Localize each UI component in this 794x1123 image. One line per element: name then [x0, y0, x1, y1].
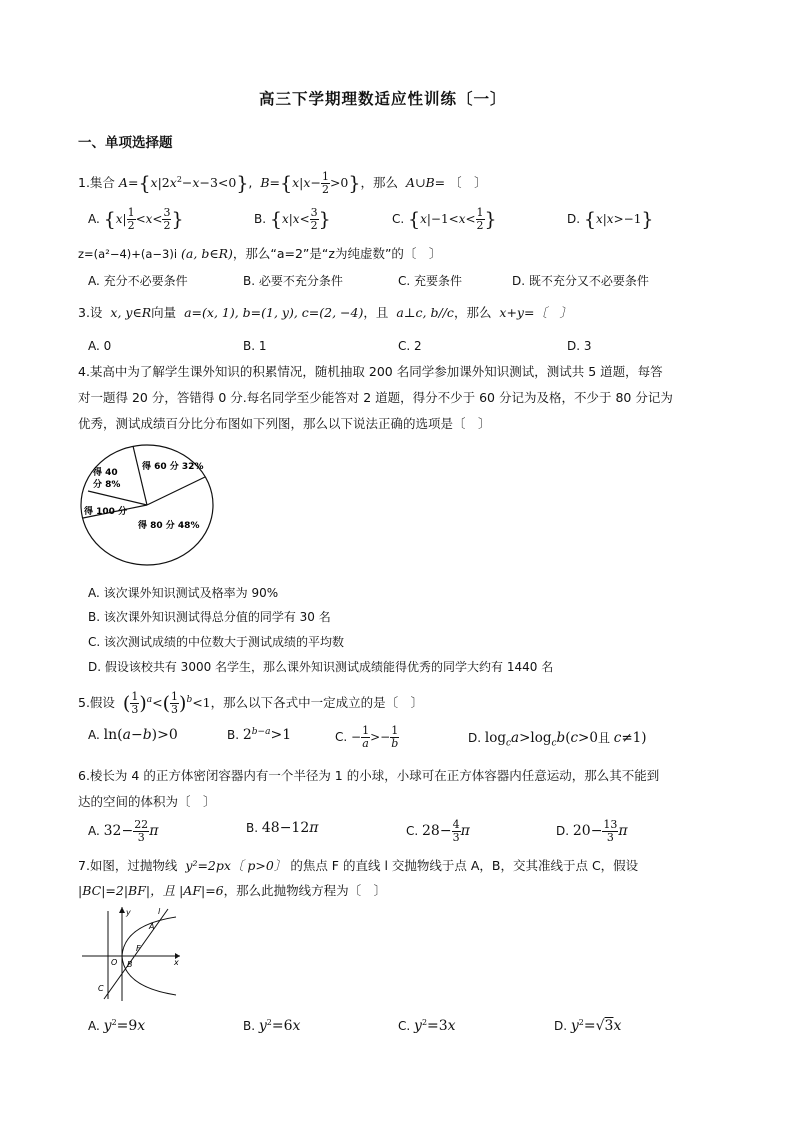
- q3-condition: a⊥c, b//c: [396, 305, 454, 320]
- pie-label-60: 得 60 分 32%: [142, 462, 204, 472]
- fig-label-f: F: [136, 944, 141, 953]
- fig-label-c: C: [98, 984, 104, 993]
- q5-option-b[interactable]: B. $2^{b-a}>1$: [227, 727, 292, 743]
- q2-option-c[interactable]: C. 充要条件: [398, 274, 463, 288]
- q3-option-a[interactable]: A. 0: [88, 339, 112, 353]
- q1-number: 1.集合: [78, 175, 115, 191]
- q7-option-a[interactable]: A. $y^2=9x$: [88, 1018, 146, 1034]
- q7-post: 的焦点 F 的直线 l 交抛物线于点 A，B，交其准线于点 C，假设: [290, 858, 639, 873]
- q2-option-a[interactable]: A. 充分不必要条件: [88, 274, 188, 288]
- q1-set-b: B=: [260, 175, 281, 191]
- pie-label-100: 得 100 分: [84, 507, 128, 517]
- q4-option-d[interactable]: D. 假设该校共有 3000 名学生，那么课外知识测试成绩能得优秀的同学大约有 1440 名: [88, 660, 554, 674]
- q3-pre: 3.设: [78, 305, 103, 320]
- q1-set-a: A=: [118, 175, 139, 191]
- q3-cond-pre: ，且: [363, 305, 389, 320]
- q6-option-a[interactable]: A. 32− $\frac{22}{3}$ π: [88, 818, 159, 844]
- section-heading: 一、单项选择题: [78, 135, 173, 151]
- q7-condition: |BC|=2|BF|，且 |AF|=6: [78, 883, 224, 898]
- q3-option-d[interactable]: D. 3: [567, 339, 592, 353]
- q1-ask: ，那么: [360, 175, 398, 191]
- q2-stem-b: (a, b∈R): [181, 246, 233, 261]
- q6-line-2: 达的空间的体积为〔 〕: [78, 794, 216, 809]
- q3-option-c[interactable]: C. 2: [398, 339, 422, 353]
- q1-union: A: [405, 175, 415, 191]
- fig-label-a: A: [149, 922, 155, 931]
- q7-ask: ，那么此抛物线方程为〔 〕: [223, 883, 387, 898]
- q3-ask: ，那么: [453, 305, 492, 320]
- q5-option-c[interactable]: C. − $\frac{1}{a}$ >− $\frac{1}{b}$: [335, 724, 399, 750]
- fig-label-x: x: [174, 958, 179, 967]
- q6-line-1: 6.棱长为 4 的正方体密闭容器内有一个半径为 1 的小球，小球可在正方体容器内任意运动，那么其不能到: [78, 768, 660, 783]
- q3-vars: x, y∈R: [110, 305, 152, 320]
- q5-option-d[interactable]: D. $\log_ca>\log_cb(c>0$且 c≠1): [468, 730, 647, 749]
- pie-label-40b: 分 8%: [93, 480, 121, 490]
- q4-line-2: 对一题得 20 分，答错得 0 分.每名同学至少能答对 2 道题，得分不少于 60 分记为及格，不少于 80 分记为: [78, 390, 673, 405]
- question-2: [78, 244, 441, 262]
- fig-label-y: y: [126, 908, 131, 917]
- q1-option-d[interactable]: D. {x|x>−1}: [567, 208, 654, 231]
- q2-stem-c: ，那么“a=2”是“z为纯虚数”的〔 〕: [232, 246, 442, 261]
- q7-option-b[interactable]: B. $y^2=6x$: [243, 1018, 301, 1034]
- question-5: 5.假设 ( $\frac{1}{3}$ )$^a$<( $\frac{1}{3}$ )$^b$<1，那么以下各式中一定成立的是〔 〕: [78, 690, 424, 717]
- q1-option-b[interactable]: B. {x|x< $\frac{3}{2}$ }: [254, 206, 331, 232]
- pie-label-40a: 得 40: [93, 468, 118, 478]
- page-title: 高三下学期理数适应性训练〔一〕: [259, 90, 507, 108]
- q1-option-c[interactable]: C. {x|−1<x< $\frac{1}{2}$ }: [392, 206, 497, 232]
- q4-pie-chart: [78, 443, 218, 569]
- q4-option-a[interactable]: A. 该次课外知识测试及格率为 90%: [88, 586, 279, 600]
- q5-option-a[interactable]: A. ln(a−b)>0: [88, 727, 178, 743]
- q2-option-b[interactable]: B. 必要不充分条件: [243, 274, 343, 288]
- q2-option-d[interactable]: D. 既不充分又不必要条件: [512, 274, 649, 288]
- q5-pre: 5.假设: [78, 695, 115, 711]
- q4-line-1: 4.某高中为了解学生课外知识的积累情况，随机抽取 200 名同学参加课外知识测试，测试共 5 道题，每答: [78, 364, 663, 379]
- q3-expr: x+y=〔 〕: [499, 305, 572, 320]
- fig-label-b: B: [127, 960, 133, 969]
- q7-option-c[interactable]: C. $y^2=3x$: [398, 1018, 456, 1034]
- q3-option-b[interactable]: B. 1: [243, 339, 267, 353]
- q7-parabola-figure: [78, 903, 188, 1003]
- q3-mid: 向量: [151, 305, 177, 320]
- fig-label-l: l: [158, 907, 161, 916]
- question-7-line-2: [78, 881, 386, 899]
- q3-vectors: a=(x, 1), b=(1, y), c=(2, −4): [184, 305, 364, 320]
- question-7-line-1: [78, 856, 638, 874]
- question-3: [78, 302, 572, 324]
- q6-option-d[interactable]: D. 20− $\frac{13}{3}$ π: [556, 818, 628, 844]
- q2-stem-a: z=(a²−4)+(a−3)i: [78, 247, 178, 261]
- question-1: 1.集合 $A=\{x|2x^2-x-3<0\}$, B={x|x− $\frac{1}{2}$ >0}，那么 A∪B= 〔 〕: [78, 170, 487, 197]
- q4-option-b[interactable]: B. 该次课外知识测试得总分值的同学有 30 名: [88, 610, 331, 624]
- q1-option-a[interactable]: A. {x| $\frac{1}{2}$ <x< $\frac{3}{2}$ }: [88, 206, 184, 232]
- q6-option-c[interactable]: C. 28− $\frac{4}{3}$ π: [406, 818, 470, 844]
- q5-post: ，那么以下各式中一定成立的是〔 〕: [210, 695, 424, 711]
- q7-equation: y²=2px〔 p>0〕: [185, 858, 287, 873]
- q7-pre: 7.如图，过抛物线: [78, 858, 178, 873]
- q7-option-d[interactable]: D. $y^2=√3x$: [554, 1018, 622, 1034]
- q4-line-3: 优秀，测试成绩百分比分布图如下列图，那么以下说法正确的选项是〔 〕: [78, 416, 491, 431]
- fig-label-o: O: [111, 958, 118, 967]
- pie-label-80: 得 80 分 48%: [138, 521, 200, 531]
- q6-option-b[interactable]: B. 48−12π: [246, 820, 319, 836]
- q4-option-c[interactable]: C. 该次测试成绩的中位数大于测试成绩的平均数: [88, 635, 345, 649]
